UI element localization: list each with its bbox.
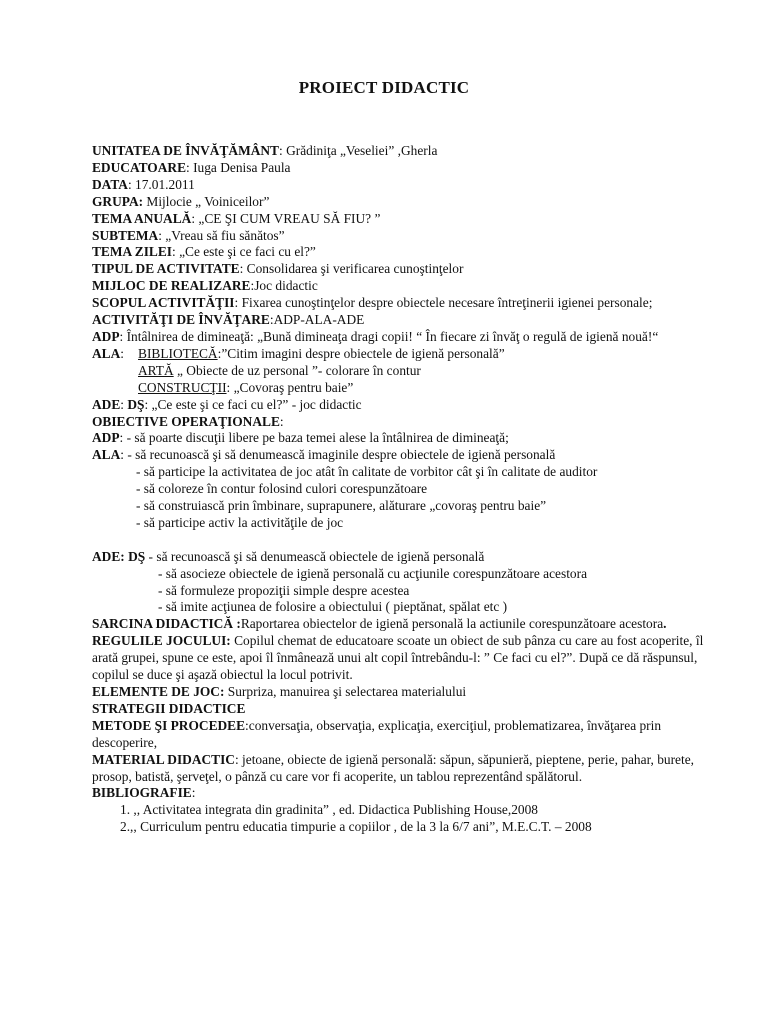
- ala-item-name: ARTĂ: [138, 362, 174, 378]
- field-mijloc: [92, 278, 704, 295]
- ade-ds-label: DŞ: [127, 396, 145, 412]
- obiective-ade: [92, 549, 704, 566]
- regulile-paragraph: [92, 633, 704, 684]
- ade-label: ADE: [92, 396, 121, 412]
- scopul-label: SCOPUL ACTIVITĂŢII: [92, 295, 235, 311]
- ala-item-text: : „Covoraş pentru baie”: [226, 379, 354, 395]
- field-tema-zilei: [92, 244, 704, 261]
- list-item: - să coloreze în contur folosind culori corespunzătoare: [136, 481, 428, 497]
- field-tipul: [92, 261, 704, 278]
- elemente-label: ELEMENTE DE JOC:: [92, 683, 225, 699]
- adp-label: ADP: [92, 328, 120, 344]
- field-activitati: [92, 312, 704, 329]
- ala-row-1: [92, 346, 704, 363]
- obiective-adp: [92, 430, 704, 447]
- adp-paragraph: [92, 329, 704, 346]
- bibliografie-heading-text: BIBLIOGRAFIE: [92, 785, 192, 801]
- material-text: : jetoane, obiecte de igienă personală: săpun, săpunieră, pieptene, perie, pahar, burete, prosop, batistă, şerveţel, o pânză cu care vor fi acoperite, un tablou reprezentând spălătorul.: [92, 751, 694, 784]
- educatoare-label: EDUCATOARE: [92, 159, 186, 175]
- metode-label: METODE ŞI PROCEDEE: [92, 717, 246, 733]
- tema-zilei-label: TEMA ZILEI: [92, 244, 172, 260]
- ala-item-text: „ Obiecte de uz personal ”- colorare în contur: [173, 362, 421, 378]
- strategii-heading: [92, 701, 704, 718]
- ala-item-name: CONSTRUCŢII: [138, 379, 227, 395]
- list-item: - să asocieze obiectele de igienă personală cu acţiunile corespunzătoare acestora: [158, 565, 588, 581]
- activitati-label: ACTIVITĂŢI DE ÎNVĂŢARE: [92, 312, 270, 328]
- sarcina-label: SARCINA DIDACTICĂ :: [92, 616, 241, 632]
- ala-item-name: BIBLIOTECĂ: [138, 345, 218, 361]
- subtema-value: : „Vreau să fiu sănătos”: [158, 227, 285, 243]
- obiective-heading: [92, 414, 704, 431]
- obiective-ade-label: ADE: DŞ: [92, 548, 146, 564]
- ade-row: ADE: DŞ: „Ce este şi ce faci cu el?” - joc didactic: [92, 396, 362, 412]
- field-unitatea: [92, 143, 704, 160]
- obiective-heading-text: OBIECTIVE OPERAŢIONALE: [92, 413, 280, 429]
- field-tema-anuala: [92, 211, 704, 228]
- tema-anuala-label: TEMA ANUALĂ: [92, 210, 192, 226]
- elemente-text: Surpriza, manuirea şi selectarea materialului: [224, 683, 467, 699]
- metode-paragraph: [92, 718, 704, 752]
- document-body: [92, 143, 704, 836]
- list-item: 1. ,, Activitatea integrata din gradinita” , ed. Didactica Publishing House,2008: [120, 802, 538, 818]
- list-item: - să construiască prin îmbinare, suprapunere, alăturare „covoraş pentru baie”: [136, 498, 547, 514]
- ala-colon: :: [120, 345, 125, 361]
- metode-text: :conversaţia, observaţia, explicaţia, exerciţiul, problematizarea, învăţarea prin descoperire,: [92, 717, 662, 750]
- sarcina-paragraph: [92, 616, 704, 633]
- list-item: - să participe la activitatea de joc atât în calitate de vorbitor cât şi în calitate de auditor: [136, 464, 598, 480]
- spacer: [92, 532, 704, 549]
- data-value: : 17.01.2011: [127, 176, 195, 192]
- sarcina-end: .: [663, 616, 667, 632]
- grupa-value: Mijlocie „ Voiniceilor”: [143, 193, 270, 209]
- strategii-heading-text: STRATEGII DIDACTICE: [92, 700, 246, 716]
- list-item: - să participe activ la activităţile de joc: [136, 514, 344, 530]
- list-item: - să imite acţiunea de folosire a obiectului ( pieptănat, spălat etc ): [158, 599, 508, 615]
- obiective-ala-first: : - să recunoască şi să denumească imaginile despre obiectele de igienă personală: [120, 447, 556, 463]
- mijloc-value: :Joc didactic: [250, 278, 318, 294]
- bibliografie-heading: [92, 785, 704, 802]
- ade-text: : „Ce este şi ce faci cu el?” - joc didactic: [144, 396, 362, 412]
- subtema-label: SUBTEMA: [92, 227, 159, 243]
- obiective-ala: [92, 447, 704, 464]
- sarcina-text: Raportarea obiectelor de igienă personală la actiunile corespunzătoare acestora: [240, 616, 664, 632]
- field-data: [92, 177, 704, 194]
- obiective-ala-label: ALA: [92, 447, 121, 463]
- obiective-adp-label: ADP: [92, 430, 120, 446]
- activitati-value: :ADP-ALA-ADE: [269, 312, 365, 328]
- page-title: PROIECT DIDACTIC: [298, 78, 470, 97]
- elemente-row: [92, 684, 704, 701]
- regulile-text: Copilul chemat de educatoare scoate un obiect de sub pânza cu care au fost acoperite, îl arată grupei, spune ce este, apoi îl înmânează unui alt copil întrebându-l: ” Ce faci cu el?”. După ce dă răspunsul, copilul se duce şi aşază obiectul la locul potrivit.: [92, 633, 704, 683]
- field-scopul: [92, 295, 704, 312]
- educatoare-value: : Iuga Denisa Paula: [186, 159, 291, 175]
- unitatea-value: : Grădiniţa „Veseliei” ,Gherla: [279, 143, 438, 158]
- ala-row-3: [92, 380, 704, 397]
- regulile-label: REGULILE JOCULUI:: [92, 633, 231, 649]
- obiective-ade-first: - să recunoască şi să denumească obiectele de igienă personală: [145, 548, 485, 564]
- material-label: MATERIAL DIDACTIC: [92, 751, 235, 767]
- obiective-adp-text: : - să poarte discuţii libere pe baza temei alese la întâlnirea de dimineaţă;: [119, 430, 509, 446]
- field-educatoare: [92, 160, 704, 177]
- ala-item-text: :”Citim imagini despre obiectele de igienă personală”: [217, 345, 505, 361]
- grupa-label: GRUPA:: [92, 193, 144, 209]
- bibliografie-colon: :: [191, 785, 196, 801]
- adp-text: : Întâlnirea de dimineaţă: „Bună dimineaţa dragi copii! “ În fiecare zi învăţ o regulă de igienă nouă!“: [119, 328, 659, 344]
- list-item: 2.,, Curriculum pentru educatia timpurie a copiilor , de la 3 la 6/7 ani”, M.E.C.T. – 2008: [120, 819, 592, 835]
- tema-anuala-value: : „CE ŞI CUM VREAU SĂ FIU? ”: [191, 210, 381, 226]
- unitatea-label: UNITATEA DE ÎNVĂŢĂMÂNT: [92, 143, 279, 158]
- obiective-colon: :: [279, 413, 284, 429]
- data-label: DATA: [92, 176, 128, 192]
- ala-label: ALA: [92, 345, 121, 361]
- ala-row-2: [92, 363, 704, 380]
- tipul-label: TIPUL DE ACTIVITATE: [92, 261, 240, 277]
- list-item: - să formuleze propoziţii simple despre acestea: [158, 582, 410, 598]
- field-subtema: [92, 228, 704, 245]
- scopul-value: : Fixarea cunoştinţelor despre obiectele necesare întreţinerii igienei personale;: [234, 295, 653, 311]
- mijloc-label: MIJLOC DE REALIZARE: [92, 278, 251, 294]
- tema-zilei-value: : „Ce este şi ce faci cu el?”: [172, 244, 316, 260]
- tipul-value: : Consolidarea şi verificarea cunoştinţelor: [239, 261, 464, 277]
- material-paragraph: [92, 752, 704, 786]
- field-grupa: [92, 194, 704, 211]
